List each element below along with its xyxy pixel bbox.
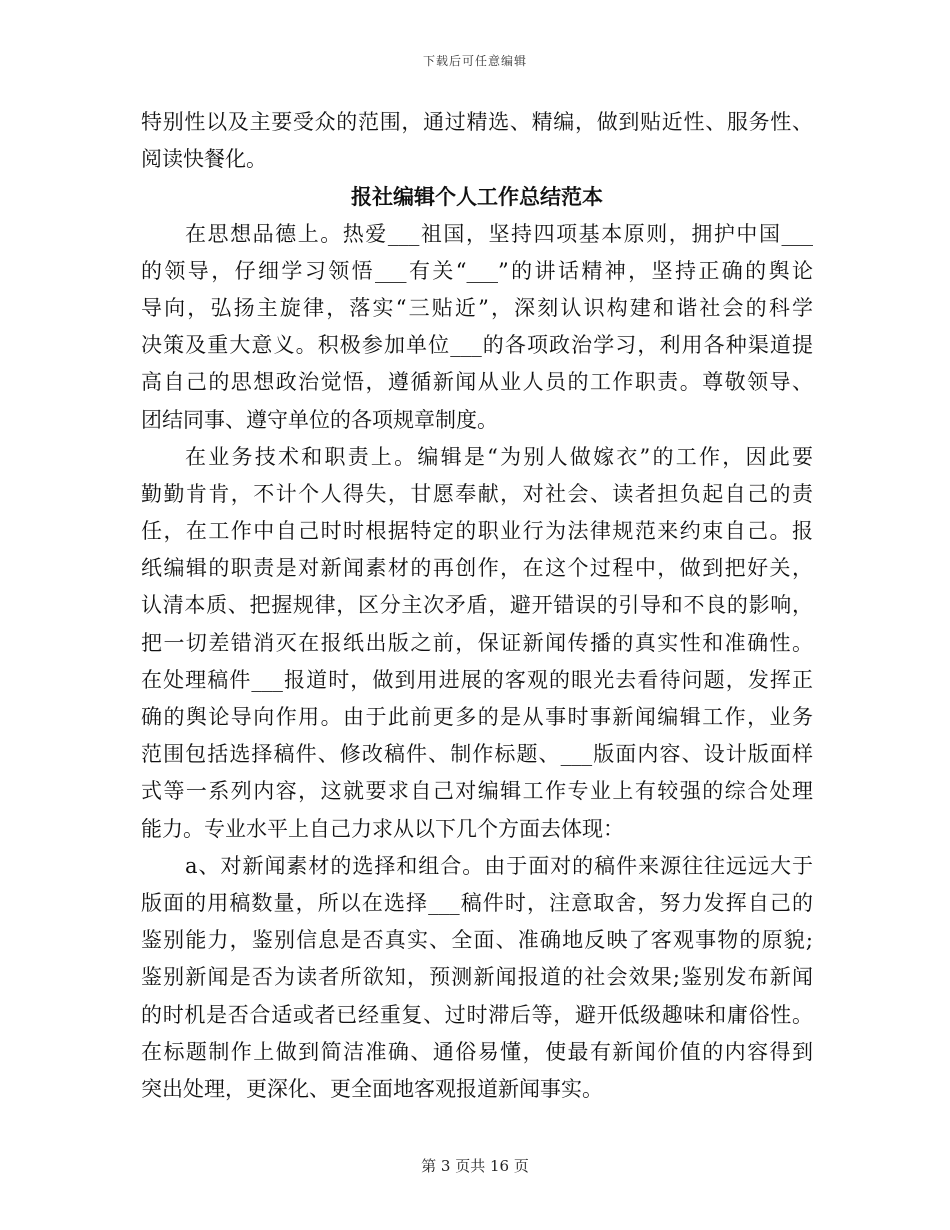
text-line: 纸编辑的职责是对新闻素材的再创作，在这个过程中，做到把好关，: [141, 556, 813, 581]
text-line: 在标题制作上做到简洁准确、通俗易懂，使最有新闻价值的内容得到: [141, 1039, 813, 1064]
text-line: 阅读快餐化。: [141, 147, 267, 172]
text-line: 能力。专业水平上自己力求从以下几个方面去体现：: [141, 816, 624, 841]
text-line: 特别性以及主要受众的范围，通过精选、精编，做到贴近性、服务性、: [141, 110, 813, 134]
section-title: 报社编辑个人工作总结范本: [351, 184, 603, 210]
text-line: 在业务技术和职责上。编辑是“为别人做嫁衣”的工作，因此要: [185, 444, 813, 469]
text-line: 范围包括选择稿件、修改稿件、制作标题、___版面内容、设计版面样: [141, 742, 813, 767]
text-line: 版面的用稿数量，所以在选择___稿件时，注意取舍，努力发挥自己的: [141, 890, 813, 915]
page-header: 下载后可任意编辑: [422, 54, 527, 68]
text-line: 的领导，仔细学习领悟___有关“___”的讲话精神，坚持正确的舆论: [141, 258, 813, 283]
text-line: 突出处理，更深化、更全面地客观报道新闻事实。: [141, 1076, 603, 1101]
text-line: 在处理稿件___报道时，做到用进展的客观的眼光去看待问题，发挥正: [141, 667, 813, 692]
text-line: 高自己的思想政治觉悟，遵循新闻从业人员的工作职责。尊敬领导、: [141, 370, 813, 395]
page-number: 第 3 页共 16 页: [421, 1157, 529, 1175]
paragraph-ideology: [141, 216, 813, 439]
text-line: 鉴别新闻是否为读者所欲知，预测新闻报道的社会效果;鉴别发布新闻: [141, 965, 813, 990]
text-line: 在思想品德上。热爱___祖国，坚持四项基本原则，拥护中国___: [185, 221, 813, 246]
paragraph-selection: [141, 848, 813, 1108]
text-line: 式等一系列内容，这就要求自己对编辑工作专业上有较强的综合处理: [141, 779, 813, 804]
text-line: 认清本质、把握规律，区分主次矛盾，避开错误的引导和不良的影响，: [141, 593, 813, 618]
text-line: 的时机是否合适或者已经重复、过时滞后等，避开低级趣味和庸俗性。: [141, 1002, 813, 1027]
text-line: 团结同事、遵守单位的各项规章制度。: [141, 407, 498, 432]
text-line: 确的舆论导向作用。由于此前更多的是从事时事新闻编辑工作，业务: [141, 705, 813, 729]
paragraph-duties: [141, 439, 813, 848]
text-line: a、对新闻素材的选择和组合。由于面对的稿件来源往往远远大于: [185, 853, 813, 878]
document-body: [141, 104, 813, 1108]
text-line: 导向，弘扬主旋律，落实“三贴近”，深刻认识构建和谐社会的科学: [141, 295, 813, 320]
text-line: 鉴别能力，鉴别信息是否真实、全面、准确地反映了客观事物的原貌;: [141, 928, 813, 953]
text-line: 决策及重大意义。积极参加单位___的各项政治学习，利用各种渠道提: [141, 333, 813, 358]
text-line: 勤勤肯肯，不计个人得失，甘愿奉献，对社会、读者担负起自己的责: [141, 481, 813, 506]
text-line: 任，在工作中自己时时根据特定的职业行为法律规范来约束自己。报: [141, 519, 813, 544]
text-line: 把一切差错消灭在报纸出版之前，保证新闻传播的真实性和准确性。: [141, 630, 813, 655]
